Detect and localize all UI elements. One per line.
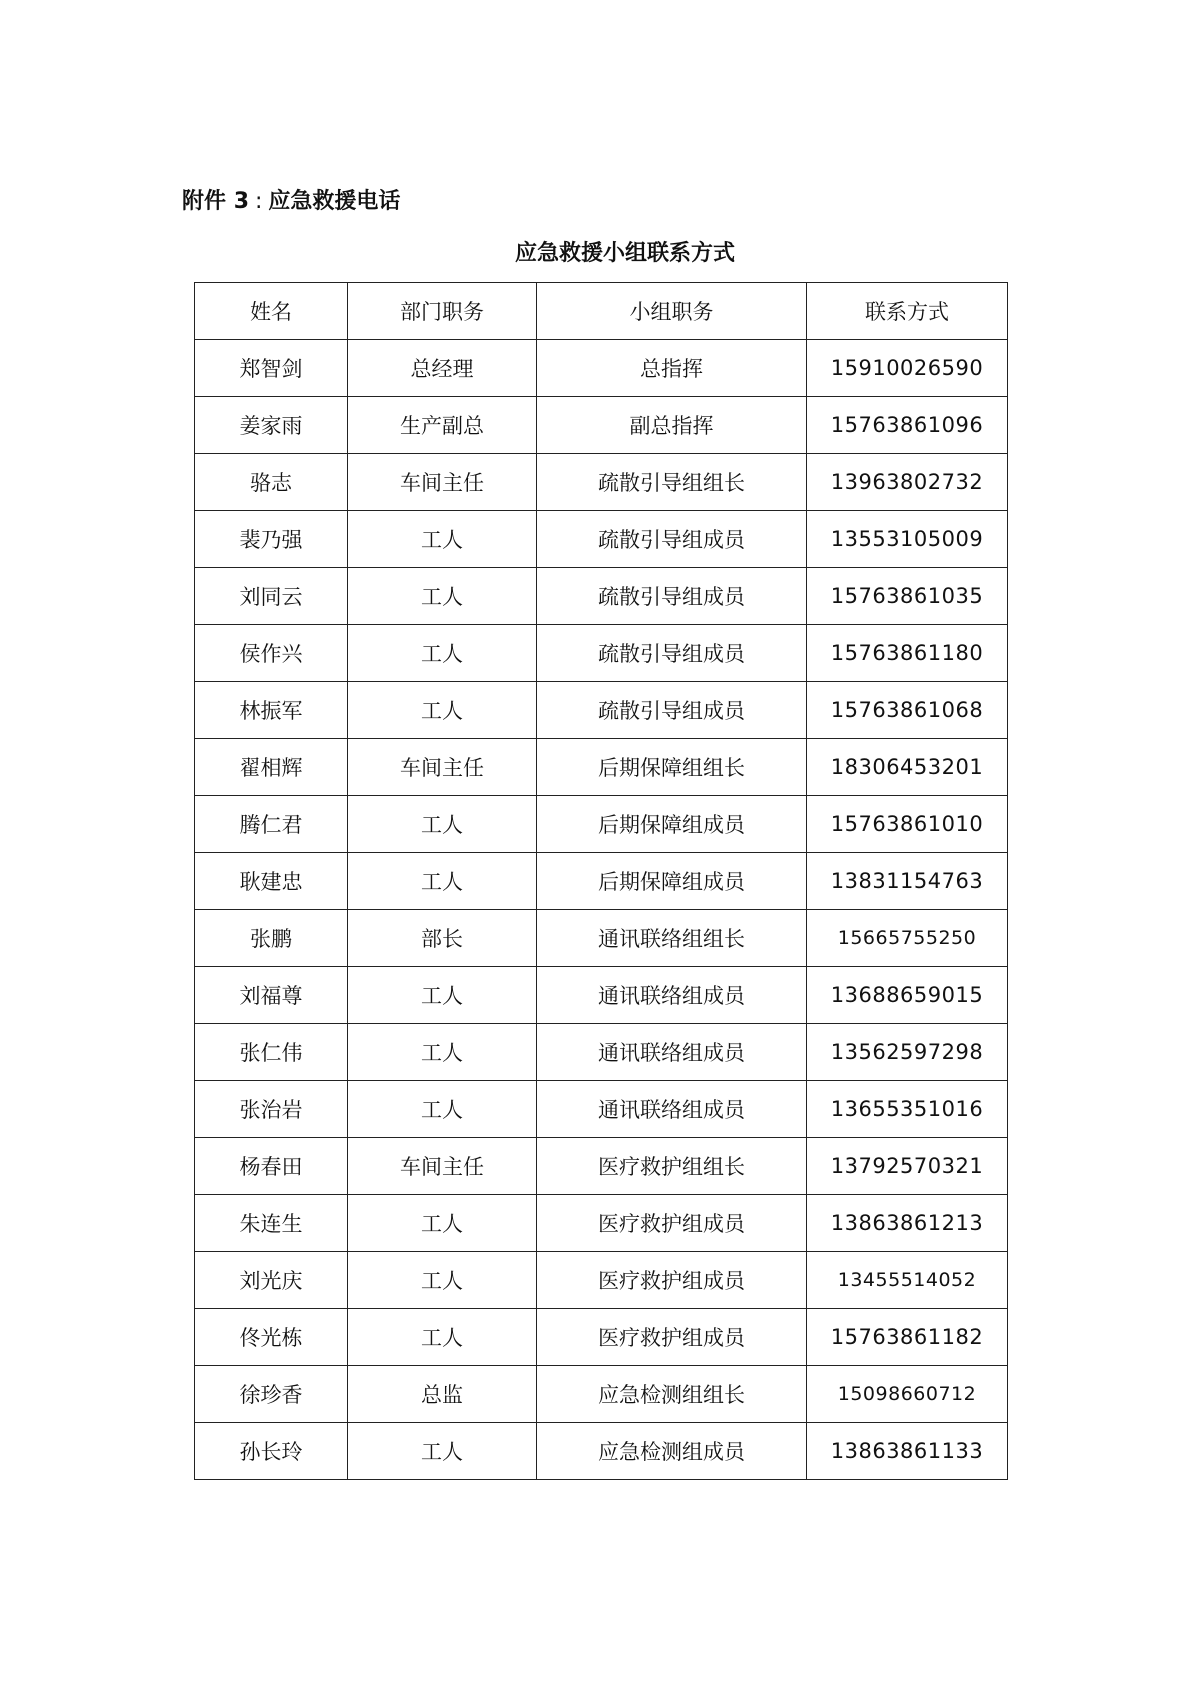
- attachment-heading: [182, 184, 400, 215]
- cell-name: 林振军: [195, 682, 348, 739]
- cell-group: 通讯联络组组长: [537, 910, 807, 967]
- cell-group: 疏散引导组成员: [537, 511, 807, 568]
- table-row: [195, 1081, 1008, 1138]
- cell-group: 后期保障组成员: [537, 853, 807, 910]
- cell-dept: 工人: [348, 1195, 537, 1252]
- cell-dept: 工人: [348, 967, 537, 1024]
- cell-group: 医疗救护组成员: [537, 1195, 807, 1252]
- cell-group: 疏散引导组成员: [537, 568, 807, 625]
- cell-dept: 工人: [348, 1081, 537, 1138]
- header-group: 小组职务: [537, 283, 807, 340]
- cell-dept: 工人: [348, 682, 537, 739]
- cell-dept: 工人: [348, 796, 537, 853]
- cell-phone: 15763861182: [807, 1309, 1008, 1366]
- cell-name: 刘光庆: [195, 1252, 348, 1309]
- table-row: [195, 1024, 1008, 1081]
- table-row: [195, 682, 1008, 739]
- cell-group: 通讯联络组成员: [537, 1081, 807, 1138]
- cell-group: 通讯联络组成员: [537, 967, 807, 1024]
- contacts-table: [194, 282, 1008, 1480]
- cell-dept: 工人: [348, 511, 537, 568]
- cell-name: 耿建忠: [195, 853, 348, 910]
- table-row: [195, 1138, 1008, 1195]
- cell-name: 张仁伟: [195, 1024, 348, 1081]
- cell-name: 刘福尊: [195, 967, 348, 1024]
- table-row: [195, 1252, 1008, 1309]
- cell-name: 杨春田: [195, 1138, 348, 1195]
- attachment-title: 应急救援电话: [268, 189, 401, 214]
- cell-phone: 15665755250: [807, 910, 1008, 967]
- cell-phone: 18306453201: [807, 739, 1008, 796]
- cell-name: 张治岩: [195, 1081, 348, 1138]
- cell-phone: 13792570321: [807, 1138, 1008, 1195]
- cell-group: 后期保障组组长: [537, 739, 807, 796]
- cell-dept: 车间主任: [348, 454, 537, 511]
- attachment-label: 附件: [182, 189, 227, 214]
- table-row: [195, 910, 1008, 967]
- cell-phone: 13863861213: [807, 1195, 1008, 1252]
- table-row: [195, 739, 1008, 796]
- cell-group: 通讯联络组成员: [537, 1024, 807, 1081]
- header-name: 姓名: [195, 283, 348, 340]
- table-row: [195, 1195, 1008, 1252]
- cell-phone: 13553105009: [807, 511, 1008, 568]
- cell-group: 应急检测组成员: [537, 1423, 807, 1480]
- table-row: [195, 454, 1008, 511]
- cell-dept: 工人: [348, 1252, 537, 1309]
- table-row: [195, 1309, 1008, 1366]
- cell-name: 张鹏: [195, 910, 348, 967]
- table-row: [195, 1423, 1008, 1480]
- cell-name: 刘同云: [195, 568, 348, 625]
- cell-group: 医疗救护组成员: [537, 1309, 807, 1366]
- cell-phone: 13562597298: [807, 1024, 1008, 1081]
- cell-phone: 13655351016: [807, 1081, 1008, 1138]
- cell-phone: 13863861133: [807, 1423, 1008, 1480]
- cell-dept: 总经理: [348, 340, 537, 397]
- cell-group: 疏散引导组组长: [537, 454, 807, 511]
- cell-name: 徐珍香: [195, 1366, 348, 1423]
- table-row: [195, 625, 1008, 682]
- cell-dept: 工人: [348, 568, 537, 625]
- table-title: 应急救援小组联系方式: [514, 241, 735, 266]
- table-header-row: [195, 283, 1008, 340]
- cell-group: 后期保障组成员: [537, 796, 807, 853]
- table-row: [195, 967, 1008, 1024]
- cell-dept: 工人: [348, 1423, 537, 1480]
- cell-dept: 工人: [348, 853, 537, 910]
- cell-name: 裴乃强: [195, 511, 348, 568]
- cell-group: 总指挥: [537, 340, 807, 397]
- cell-phone: 15763861010: [807, 796, 1008, 853]
- table-row: [195, 853, 1008, 910]
- cell-name: 腾仁君: [195, 796, 348, 853]
- cell-phone: 15763861068: [807, 682, 1008, 739]
- table-row: [195, 796, 1008, 853]
- cell-group: 医疗救护组成员: [537, 1252, 807, 1309]
- cell-group: 疏散引导组成员: [537, 682, 807, 739]
- cell-group: 医疗救护组组长: [537, 1138, 807, 1195]
- table-row: [195, 568, 1008, 625]
- attachment-number: 3: [233, 189, 249, 214]
- cell-name: 侯作兴: [195, 625, 348, 682]
- cell-name: 佟光栋: [195, 1309, 348, 1366]
- table-row: [195, 340, 1008, 397]
- cell-group: 疏散引导组成员: [537, 625, 807, 682]
- cell-dept: 总监: [348, 1366, 537, 1423]
- cell-phone: 15910026590: [807, 340, 1008, 397]
- cell-phone: 15763861180: [807, 625, 1008, 682]
- cell-phone: 13831154763: [807, 853, 1008, 910]
- cell-name: 姜家雨: [195, 397, 348, 454]
- cell-group: 应急检测组组长: [537, 1366, 807, 1423]
- cell-name: 郑智剑: [195, 340, 348, 397]
- cell-dept: 工人: [348, 1309, 537, 1366]
- attachment-separator: :: [255, 189, 263, 214]
- cell-phone: 15763861035: [807, 568, 1008, 625]
- cell-phone: 13688659015: [807, 967, 1008, 1024]
- cell-phone: 13963802732: [807, 454, 1008, 511]
- cell-name: 骆志: [195, 454, 348, 511]
- cell-dept: 工人: [348, 625, 537, 682]
- cell-phone: 15098660712: [807, 1366, 1008, 1423]
- cell-group: 副总指挥: [537, 397, 807, 454]
- table-row: [195, 1366, 1008, 1423]
- table-row: [195, 511, 1008, 568]
- cell-dept: 生产副总: [348, 397, 537, 454]
- header-phone: 联系方式: [807, 283, 1008, 340]
- cell-phone: 15763861096: [807, 397, 1008, 454]
- cell-name: 翟相辉: [195, 739, 348, 796]
- table-row: [195, 397, 1008, 454]
- cell-name: 孙长玲: [195, 1423, 348, 1480]
- cell-dept: 车间主任: [348, 1138, 537, 1195]
- cell-phone: 13455514052: [807, 1252, 1008, 1309]
- cell-name: 朱连生: [195, 1195, 348, 1252]
- cell-dept: 工人: [348, 1024, 537, 1081]
- header-dept: 部门职务: [348, 283, 537, 340]
- cell-dept: 车间主任: [348, 739, 537, 796]
- cell-dept: 部长: [348, 910, 537, 967]
